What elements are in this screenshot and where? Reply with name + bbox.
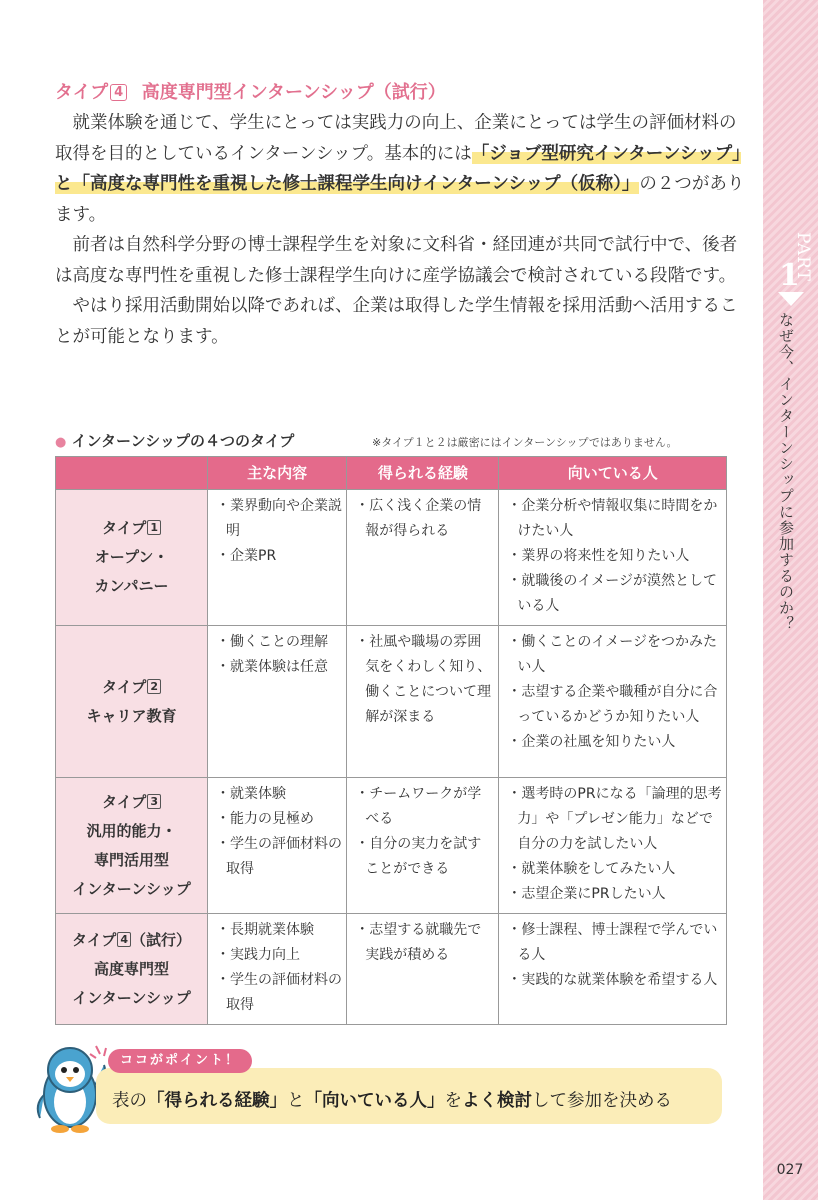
heading-title: 高度専門型インターンシップ（試行） [141, 82, 446, 103]
bullet-dot-icon: ● [55, 435, 67, 450]
point-tab: ココがポイント！ [108, 1049, 252, 1073]
list-item: ・ 働くことの理解 [216, 630, 342, 655]
table-row [56, 626, 727, 778]
highlighted-text: 「ジョブ型研究インターンシップ」と「高度な専門性を重視した修士課程学生向けインターンシップ（仮称）」 [55, 143, 741, 194]
list-item: ・ 業界の将来性を知りたい人 [507, 544, 722, 569]
list-item: ・ 学生の評価材料の取得 [216, 968, 342, 1018]
header-suited: 向いている人 [499, 457, 727, 490]
suited-cell [499, 626, 727, 778]
type-name-line: キャリア教育 [86, 706, 177, 725]
chapter-title: なぜ今、インターンシップに参加するのか？ [777, 312, 795, 632]
type-label: タイプ 3 [57, 788, 206, 817]
list-item: ・ 企業PR [216, 544, 342, 569]
type-label: タイプ 1 [57, 514, 206, 543]
type-cell [56, 626, 208, 778]
list-item: ・ チームワークが学べる [355, 782, 494, 832]
experience-list [355, 494, 494, 544]
list-item: ・ 就業体験は任意 [216, 655, 342, 680]
suited-list [507, 630, 722, 755]
type-number-box: 1 [147, 520, 161, 535]
content-cell [208, 626, 347, 778]
list-item: ・ 志望企業にPRしたい人 [507, 882, 722, 907]
list-item: ・ 業界動向や企業説明 [216, 494, 342, 544]
content-list [216, 630, 342, 680]
list-item: ・ 長期就業体験 [216, 918, 342, 943]
type-label: タイプ 2 [57, 673, 206, 702]
table-header-row [56, 457, 727, 490]
table-row [56, 914, 727, 1025]
part-label: PART [793, 232, 813, 282]
type-number-box: 3 [147, 794, 161, 809]
type-cell [56, 490, 208, 626]
triangle-marker-icon [778, 292, 804, 306]
table-note: ※タイプ１と２は厳密にはインターンシップではありません。 [372, 436, 678, 449]
list-item: ・ 志望する企業や職種が自分に合っているかどうか知りたい人 [507, 680, 722, 730]
experience-cell [347, 914, 499, 1025]
content-list [216, 782, 342, 882]
paragraph-3: やはり採用活動開始以降であれば、企業は取得した学生情報を採用活動へ活用することが可能となります。 [55, 296, 738, 347]
experience-list [355, 782, 494, 882]
suited-list [507, 782, 722, 907]
paragraph-2: 前者は自然科学分野の博士課程学生を対象に文科省・経団連が共同で試行中で、後者は高度な専門性を重視した修士課程学生向けに産学協議会で検討されている段階です。 [55, 235, 738, 286]
type-name-line: カンパニー [94, 577, 169, 595]
experience-cell [347, 490, 499, 626]
list-item: ・ 自分の実力を試すことができる [355, 832, 494, 882]
content-cell [208, 490, 347, 626]
experience-list [355, 918, 494, 968]
suited-cell [499, 778, 727, 914]
content-list [216, 918, 342, 1018]
type-label: タイプ 4 （試行） [72, 930, 191, 949]
list-item: ・ 社風や職場の雰囲気をくわしく知り、働くことについて理解が深まる [355, 630, 494, 730]
body-text [55, 108, 745, 352]
section-heading [55, 78, 446, 104]
type-name-line: オープン・ [94, 548, 169, 566]
type-name-line: 汎用的能力・ [86, 821, 177, 840]
type-number-box: 2 [147, 679, 161, 694]
header-corner [56, 457, 208, 490]
type-cell [56, 914, 208, 1025]
suited-list [507, 918, 722, 993]
type-name-line: 専門活用型 [94, 850, 170, 869]
content-cell [208, 914, 347, 1025]
list-item: ・ 学生の評価材料の取得 [216, 832, 342, 882]
list-item: ・ 修士課程、博士課程で学んでいる人 [507, 918, 722, 968]
suited-cell [499, 914, 727, 1025]
type-name-line: インターンシップ [72, 988, 191, 1007]
list-item: ・ 就業体験 [216, 782, 342, 807]
list-item: ・ 企業分析や情報収集に時間をかけたい人 [507, 494, 722, 544]
page-number: 027 [776, 1162, 804, 1178]
type-cell [56, 778, 208, 914]
list-item: ・ 就業体験をしてみたい人 [507, 857, 722, 882]
heading-prefix: タイプ [55, 82, 109, 103]
suited-list [507, 494, 722, 619]
type-name-line: インターンシップ [72, 879, 191, 898]
content-cell [208, 778, 347, 914]
type-name-line: 高度専門型 [94, 959, 170, 978]
point-text: 表の「得られる経験」と「向いている人」をよく検討して参加を決める [112, 1091, 672, 1111]
experience-list [355, 630, 494, 730]
list-item: ・ 実践的な就業体験を希望する人 [507, 968, 722, 993]
experience-cell [347, 778, 499, 914]
internship-types-table [55, 456, 727, 1025]
list-item: ・ 選考時のPRになる「論理的思考力」や「プレゼン能力」などで自分の力を試したい人 [507, 782, 722, 857]
content-list [216, 494, 342, 569]
list-item: ・ 実践力向上 [216, 943, 342, 968]
header-experience: 得られる経験 [347, 457, 499, 490]
table-row [56, 490, 727, 626]
suited-cell [499, 490, 727, 626]
experience-cell [347, 626, 499, 778]
list-item: ・ 働くことのイメージをつかみたい人 [507, 630, 722, 680]
heading-number-box: 4 [110, 84, 127, 101]
list-item: ・ 広く浅く企業の情報が得られる [355, 494, 494, 544]
type-number-box: 4 [117, 932, 131, 947]
paragraph-1: 就業体験を通じて、学生にとっては実践力の向上、企業にとっては学生の評価材料の取得を目的としているインターンシップ。基本的には「ジョブ型研究インターンシップ」と「高度な専門性を重視した修士課程学生向けインターンシップ（仮称）」の２つがあります。 [55, 113, 745, 225]
list-item: ・ 企業の社風を知りたい人 [507, 730, 722, 755]
table-title: ● インターンシップの４つのタイプ [55, 432, 295, 450]
table-row [56, 778, 727, 914]
part-number: 1 [779, 258, 800, 293]
list-item: ・ 就職後のイメージが漠然としている人 [507, 569, 722, 619]
list-item: ・ 志望する就職先で実践が積める [355, 918, 494, 968]
list-item: ・ 能力の見極め [216, 807, 342, 832]
header-content: 主な内容 [208, 457, 347, 490]
